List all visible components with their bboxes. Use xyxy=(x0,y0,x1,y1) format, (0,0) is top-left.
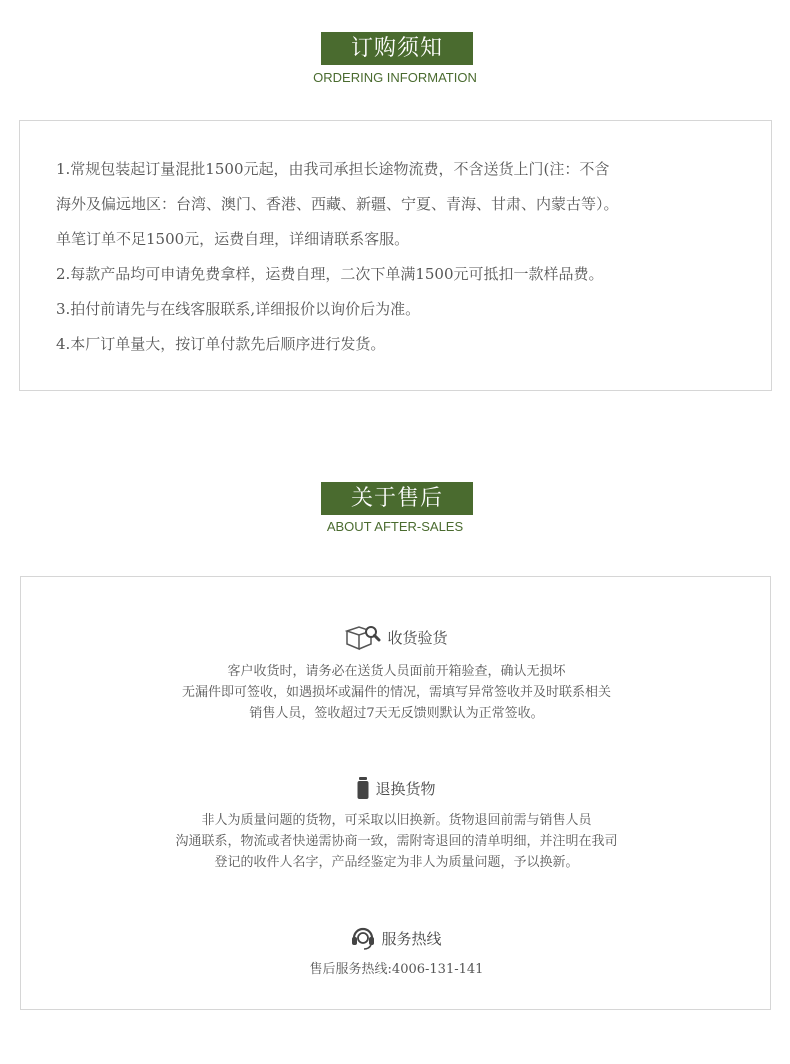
aftersales-title: 关于售后 xyxy=(321,482,473,515)
headset-icon xyxy=(351,925,375,951)
ordering-line: 3.拍付前请先与在线客服联系,详细报价以询价后为准。 xyxy=(56,300,421,318)
hotline-heading xyxy=(21,925,772,951)
ordering-line: 2.每款产品均可申请免费拿样，运费自理，二次下单满1500元可抵扣一款样品费。 xyxy=(56,265,604,283)
exchange-line: 非人为质量问题的货物，可采取以旧换新。货物退回前需与销售人员 xyxy=(201,813,592,828)
bottle-icon xyxy=(357,777,369,799)
inspection-heading xyxy=(21,623,772,651)
ordering-subtitle: ORDERING INFORMATION xyxy=(313,70,477,85)
ordering-line: 1.常规包装起订量混批1500元起，由我司承担长途物流费，不含送货上门(注：不含 xyxy=(56,160,610,178)
package-inspect-icon xyxy=(345,623,381,651)
hotline-text xyxy=(21,959,772,980)
inspection-line: 销售人员，签收超过7天无反馈则默认为正常签收。 xyxy=(249,706,544,721)
ordering-panel xyxy=(19,120,772,391)
ordering-line: 海外及偏远地区：台湾、澳门、香港、西藏、新疆、宁夏、青海、甘肃、内蒙古等）。 xyxy=(56,195,619,213)
ordering-line: 单笔订单不足1500元，运费自理，详细请联系客服。 xyxy=(56,230,410,248)
inspection-heading-label: 收货验货 xyxy=(387,628,448,647)
hotline-number: 售后服务热线:4006-131-141 xyxy=(309,962,484,977)
ordering-title: 订购须知 xyxy=(321,32,473,65)
inspection-line: 无漏件即可签收，如遇损坏或漏件的情况，需填写异常签收并及时联系相关 xyxy=(181,685,611,700)
exchange-heading xyxy=(21,777,772,799)
inspection-text xyxy=(21,661,772,724)
exchange-text xyxy=(21,810,772,873)
aftersales-subtitle: ABOUT AFTER-SALES xyxy=(326,519,464,534)
hotline-heading-label: 服务热线 xyxy=(381,929,442,948)
exchange-line: 登记的收件人名字，产品经鉴定为非人为质量问题，予以换新。 xyxy=(214,855,579,870)
exchange-line: 沟通联系，物流或者快递需协商一致，需附寄退回的清单明细，并注明在我司 xyxy=(175,834,618,849)
ordering-line: 4.本厂订单量大，按订单付款先后顺序进行发货。 xyxy=(56,335,386,353)
exchange-heading-label: 退换货物 xyxy=(375,779,436,798)
inspection-line: 客户收货时，请务必在送货人员面前开箱验查，确认无损坏 xyxy=(227,664,566,679)
aftersales-panel xyxy=(20,576,771,1010)
